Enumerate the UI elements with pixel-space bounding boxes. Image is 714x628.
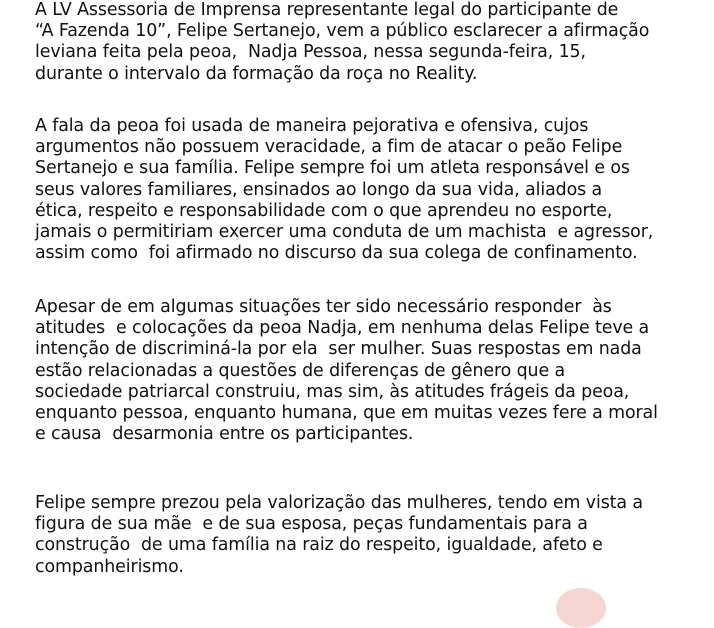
text-line: companheirismo. (35, 556, 184, 577)
partial-stamp-mark (556, 588, 606, 628)
text-line: enquanto pessoa, enquanto humana, que em muitas vezes fere a moral (35, 403, 658, 424)
paragraph-3 (35, 297, 658, 445)
text-line: construção de uma família na raiz do respeito, igualdade, afeto e (35, 535, 603, 556)
text-line: e causa desarmonia entre os participantes. (35, 424, 414, 445)
paragraph-1 (35, 0, 649, 85)
text-line: A LV Assessoria de Imprensa representante legal do participante de (35, 0, 619, 20)
text-line: argumentos não possuem veracidade, a fim de atacar o peão Felipe (35, 137, 623, 158)
text-line: jamais o permitiriam exercer uma conduta de um machista e agressor, (35, 222, 654, 243)
text-line: ética, respeito e responsabilidade com o que aprendeu no esporte, (35, 200, 613, 221)
text-line: assim como foi afirmado no discurso da sua colega de confinamento. (35, 243, 638, 264)
text-line: Felipe sempre prezou pela valorização das mulheres, tendo em vista a (35, 493, 643, 513)
text-line: seus valores familiares, ensinados ao longo da sua vida, aliados a (35, 179, 603, 200)
text-line: Sertanejo e sua família. Felipe sempre foi um atleta responsável e os (35, 158, 630, 179)
text-line: atitudes e colocações da peoa Nadja, em nenhuma delas Felipe teve a (35, 318, 650, 339)
text-line: “A Fazenda 10”, Felipe Sertanejo, vem a público esclarecer a afirmação (35, 21, 650, 42)
paragraph-4 (35, 493, 643, 578)
text-line: figura de sua mãe e de sua esposa, peças fundamentais para a (35, 514, 588, 535)
text-line: A fala da peoa foi usada de maneira pejorativa e ofensiva, cujos (35, 116, 589, 136)
text-line: estão relacionadas a questões de diferenças de gênero que a (35, 360, 566, 381)
paragraph-2 (35, 116, 653, 264)
text-line: Apesar de em algumas situações ter sido necessário responder às (35, 297, 612, 317)
text-line: durante o intervalo da formação da roça no Reality. (35, 63, 478, 84)
text-line: intenção de discriminá-la por ela ser mulher. Suas respostas em nada (35, 339, 642, 360)
text-line: leviana feita pela peoa, Nadja Pessoa, nessa segunda-feira, 15, (35, 42, 586, 63)
text-line: sociedade patriarcal construiu, mas sim, às atitudes frágeis da peoa, (35, 381, 630, 402)
